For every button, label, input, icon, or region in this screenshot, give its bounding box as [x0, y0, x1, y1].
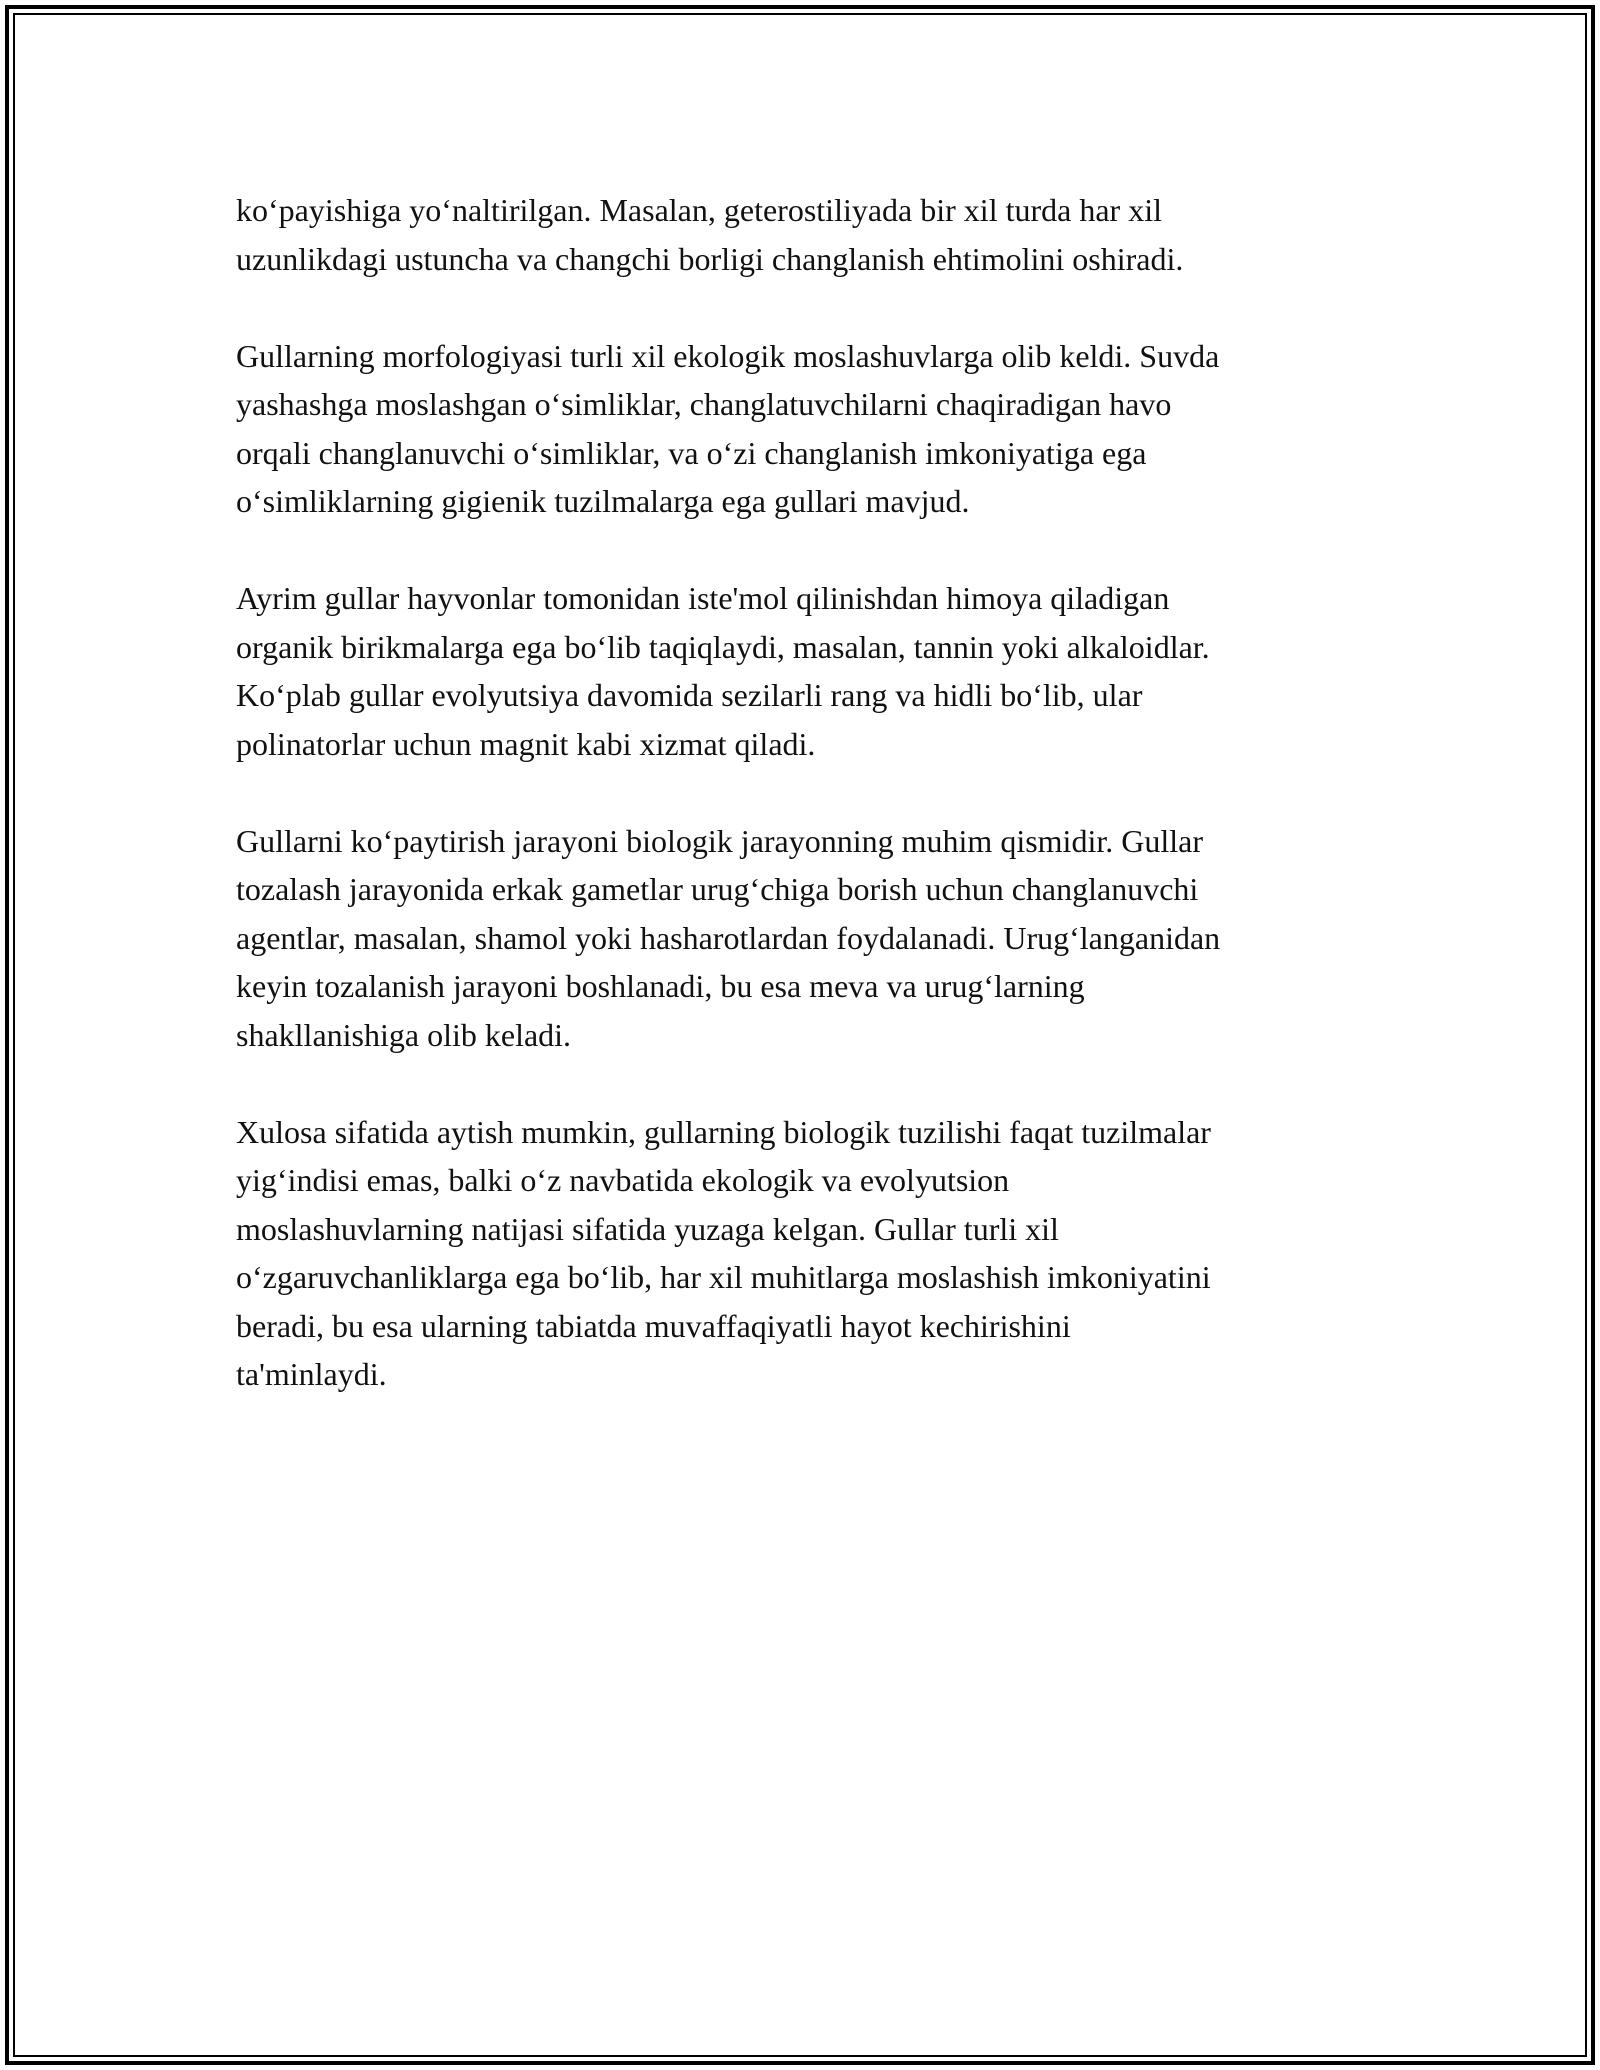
- text-line: keyin tozalanish jarayoni boshlanadi, bu esa meva va urug‘larning: [236, 968, 1085, 1004]
- document-body: [236, 186, 1376, 1447]
- text-line: yashashga moslashgan o‘simliklar, changlatuvchilarni chaqiradigan havo: [236, 386, 1172, 422]
- text-line: o‘simliklarning gigienik tuzilmalarga ega gullari mavjud.: [236, 483, 970, 519]
- text-line: ko‘payishiga yo‘naltirilgan. Masalan, geterostiliyada bir xil turda har xil: [236, 192, 1162, 228]
- text-line: agentlar, masalan, shamol yoki hasharotlardan foydalanadi. Urug‘langanidan: [236, 919, 1221, 956]
- text-line: organik birikmalarga ega bo‘lib taqiqlaydi, masalan, tannin yoki alkaloidlar.: [236, 628, 1210, 665]
- paragraph-5: [236, 1108, 1376, 1399]
- text-line: Xulosa sifatida aytish mumkin, gullarning biologik tuzilishi faqat tuzilmalar: [236, 1113, 1211, 1150]
- text-line: orqali changlanuvchi o‘simliklar, va o‘zi changlanish imkoniyatiga ega: [236, 434, 1147, 471]
- paragraph-3: [236, 574, 1376, 768]
- text-line: o‘zgaruvchanliklarga ega bo‘lib, har xil muhitlarga moslashish imkoniyatini: [236, 1259, 1211, 1295]
- text-line: moslashuvlarning natijasi sifatida yuzaga kelgan. Gullar turli xil: [236, 1210, 1059, 1247]
- text-line: beradi, bu esa ularning tabiatda muvaffaqiyatli hayot kechirishini: [236, 1307, 1071, 1344]
- text-line: ta'minlaydi.: [236, 1356, 387, 1392]
- paragraph-4: [236, 817, 1376, 1060]
- paragraph-1: [236, 186, 1376, 283]
- text-line: Ayrim gullar hayvonlar tomonidan iste'mol qilinishdan himoya qiladigan: [236, 580, 1170, 616]
- text-line: polinatorlar uchun magnit kabi xizmat qiladi.: [236, 725, 816, 762]
- text-line: Ko‘plab gullar evolyutsiya davomida sezilarli rang va hidli bo‘lib, ular: [236, 677, 1143, 713]
- paragraph-2: [236, 332, 1376, 526]
- text-line: shakllanishiga olib keladi.: [236, 1016, 572, 1053]
- text-line: Gullarni ko‘paytirish jarayoni biologik jarayonning muhim qismidir. Gullar: [236, 822, 1203, 859]
- text-line: tozalash jarayonida erkak gametlar urug‘chiga borish uchun changlanuvchi: [236, 871, 1199, 907]
- text-line: yig‘indisi emas, balki o‘z navbatida ekologik va evolyutsion: [236, 1162, 1010, 1198]
- text-line: uzunlikdagi ustuncha va changchi borligi changlanish ehtimolini oshiradi.: [236, 240, 1184, 277]
- text-line: Gullarning morfologiyasi turli xil ekologik moslashuvlarga olib keldi. Suvda: [236, 337, 1220, 374]
